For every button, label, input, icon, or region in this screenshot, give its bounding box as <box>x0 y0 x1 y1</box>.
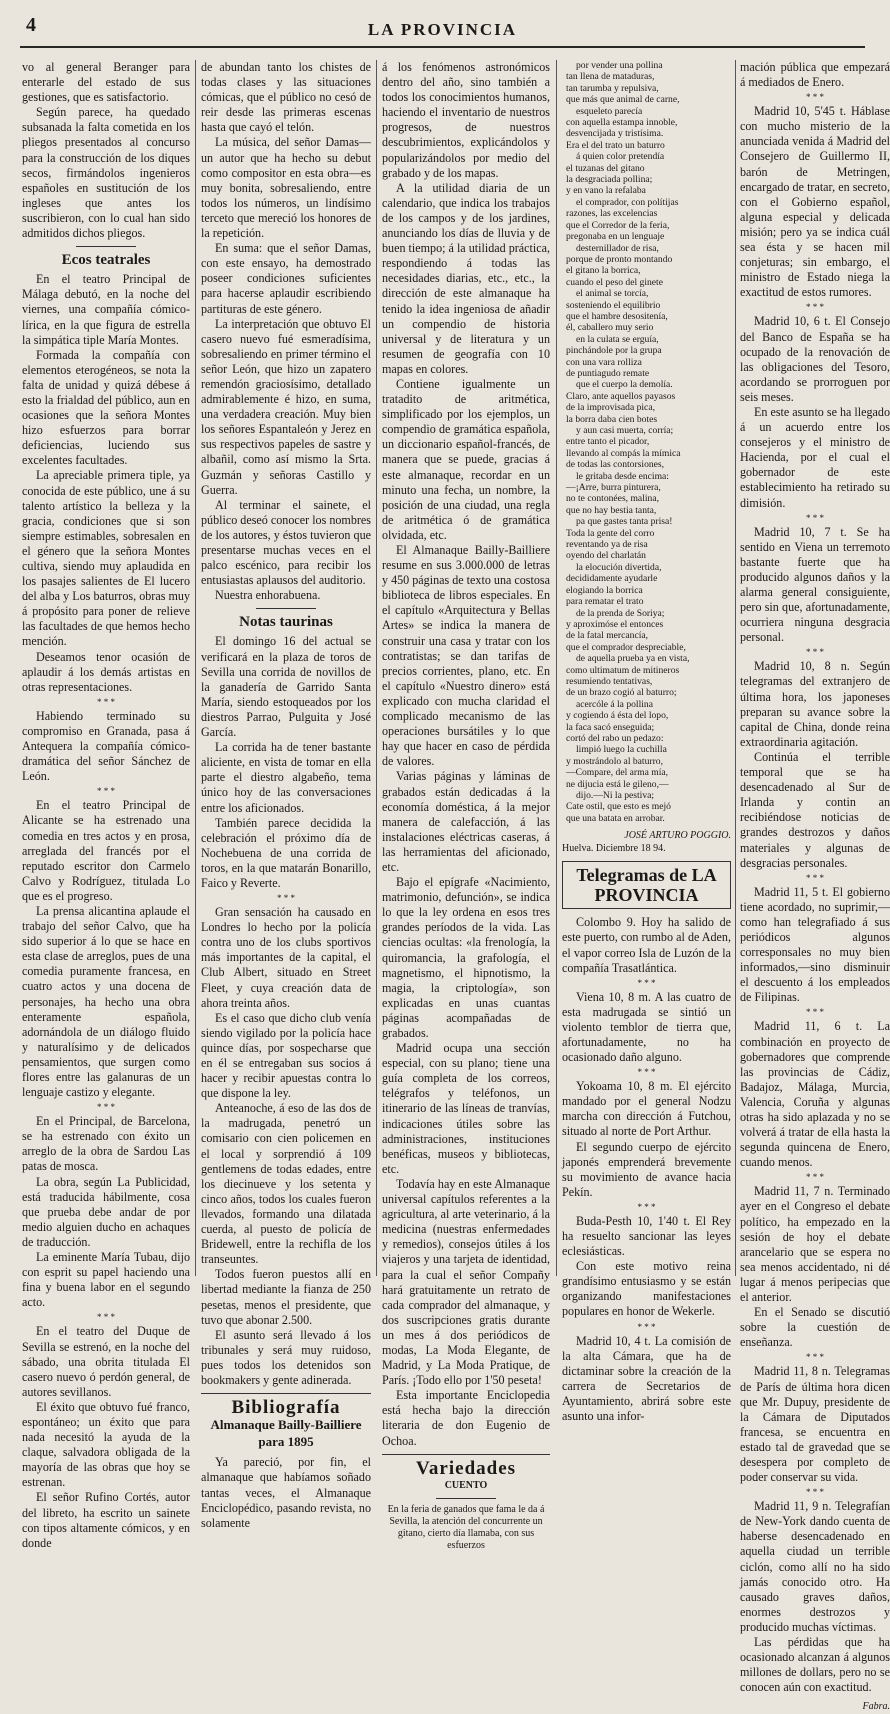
separator-stars: * * * <box>637 1201 656 1212</box>
paragraph: Bajo el epígrafe «Nacimiento, matrimonio, defunción», se indica lo que la ley ordena en esos tres grandes períodos de la vida. Las ciencias ocultas: «la frenología, la quiromancia, la grafología, el magnetismo, el hipnotismo, la magia, la criptología», son explicadas en unas cuantas páginas acompañadas de grabados. <box>382 875 550 1040</box>
telegram: Madrid 11, 5 t. El gobierno tiene acordado, no suprimir,—como han telegrafiado á sus periódicos algunos corresponsales no muy bien informados,—sino disminuir el descuento á los empleados de Filipinas. <box>740 884 890 1005</box>
poem-line: que no hay bestia tanta, <box>566 504 657 516</box>
paragraph: El domingo 16 del actual se verificará en la plaza de toros de Sevilla una corrida de novillos de la ganadería de Garrido Santa María, siendo estoqueados por los diestros Parrao, Pulguita y José García. <box>201 634 371 740</box>
telegram: Madrid 10, 5'45 t. Háblase con mucho misterio de la anunciada venida á Madrid del Consejero de Guillermo II, barón de Metringen, encargado de tratar, en secreto, con el Gobierno español, alguna especial y delicada misión; pero ya se indica cuál sea ésta y se hacen mil conjeturas; sin embargo, el ministro de Estado niega la exactitud de estos rumores. <box>740 104 890 300</box>
paragraph: mación pública que empezará á mediados de Enero. <box>740 60 890 90</box>
newspaper-title: LA PROVINCIA <box>367 20 518 39</box>
poem-line: como ultimatum de mitineros <box>566 664 680 676</box>
poem-signature: JOSÉ ARTURO POGGIO. <box>624 830 731 842</box>
poem-line: Era el del trato un baturro <box>566 139 665 151</box>
poem-line: la faca sacó enseguida; <box>566 721 655 733</box>
poem-line: y mostrándolo al baturro, <box>566 755 663 767</box>
poem-line: dijo.—Ni la pestiva; <box>576 790 655 801</box>
columns <box>22 60 890 1713</box>
separator-stars: * * * <box>637 1321 656 1332</box>
paragraph: Anteanoche, á eso de las dos de la madrugada, penetró un comisario con cien policemen en el local y sorprendió á 109 gentlemens de todas edades, entre los diecinueve y los setenta y cinco años, todos los cuales fueron llevados, formando una dilatada cuerda, al puesto de policía de Bridewell, entre la rechifla de los transeuntes. <box>201 1101 371 1267</box>
separator-stars: * * * <box>97 1102 115 1113</box>
paragraph: Según parece, ha quedado subsanada la falta cometida en los pliegos presentados al concurso para la construcción de los diques secos, firmándolos ingenieros españoles en sustitución de los ingleses que antes los suscribieron, con lo cual han sido admitidos dichos pliegos. <box>22 105 190 241</box>
paragraph: También parece decidida la celebración el próximo día de Nochebuena de una corrida de toros, en la que matarán Bonarillo, Faico y Reverte. <box>201 815 371 890</box>
paragraph: Ya pareció, por fin, el almanaque que habíamos soñado tantas veces, el Almanaque Enciclopédico, pasando revista, no solamente <box>201 1455 371 1530</box>
poem-line: porque de pronto montando <box>566 253 673 265</box>
poem-line: resumiendo tentativas, <box>566 675 653 687</box>
section-heading-bibliografia: Bibliografía <box>231 1397 341 1419</box>
poem-line: con aquella estampa innoble, <box>566 117 678 129</box>
paragraph: Madrid ocupa una sección especial, con su plano; tiene una guía completa de los correos, telégrafos y teléfonos, un itinerario de las líneas de tranvías, indicaciones útiles sobre las administraciones, instituciones benéficas, museos y bibliotecas, etc. <box>382 1041 550 1176</box>
telegram: Buda-Pesth 10, 1'40 t. El Rey ha resuelto sancionar las leyes eclesiásticas. <box>562 1213 731 1259</box>
poem-line: y cogiendo á ésta del lopo, <box>566 710 669 722</box>
poem-line: limpió luego la cuchilla <box>576 744 667 756</box>
paragraph: Todos fueron puestos allí en libertad mediante la fianza de 250 pesetas, menos el presidente, que tuvo que abonar 2.500. <box>201 1267 371 1327</box>
poem-line: cuando el peso del ginete <box>566 276 663 288</box>
telegram: Madrid 11, 6 t. La combinación en proyecto de gobernadores que comprende las provincias de Cádiz, Badajoz, Málaga, Murcia, Valencia, Coruña y algunas otras ha sido aplazada y no se volverá á tratar de ella hasta la segunda quincena de Enero, cuando menos. <box>740 1019 890 1170</box>
poem-line: oyendo del charlatán <box>566 550 646 562</box>
poem-line: el tuzanas del gitano <box>566 162 645 174</box>
poem-line: de la prenda de Soriya; <box>576 607 665 619</box>
subheading-cuento: CUENTO <box>444 1479 488 1491</box>
paragraph: A la utilidad diaria de un calendario, que indica los trabajos de los campos y de los jardines, anunciando los días de lluvia y de buen tiempo; á la utilidad práctica, respondiendo á todas las necesidades diarias, etc., etc., la dirección de este almanaque ha tenido la idea ingeniosa de añadir un compendio de historia universal y de literatura y un resumen de geografía con 10 mapas en colores. <box>382 180 550 376</box>
poem-intro: En la feria de ganados que fama le da á Sevilla, la atención del concurrente un gitano, cierto día llamaba, con sus esfuerzos <box>387 1503 545 1551</box>
poem-line: de aquella prueba ya en vista, <box>576 653 690 665</box>
subheading: Almanaque Bailly-Bailliere <box>210 1417 362 1433</box>
paragraph: á los fenómenos astronómicos dentro del año, sino también a todos los conocimientos humanos, haciendo el inventario de nuestros progresos, de nuestros descubrimientos, explicándolos y popularizándolos por medio del grabado y de los mapas. <box>382 60 550 180</box>
telegram: En el Senado se discutió sobre la cuestión de enseñanza. <box>740 1305 890 1350</box>
poem-line: desternillador de risa, <box>576 242 659 254</box>
column-1 <box>22 60 190 1550</box>
telegram: Madrid 10, 6 t. El Consejo del Banco de España se ha ocupado de la renovación de las obligaciones del Tesoro, acordando se prorroguen por seis meses. <box>740 314 890 404</box>
separator-stars: * * * <box>806 92 824 103</box>
column-2 <box>201 60 371 1530</box>
separator-stars: * * * <box>637 977 656 988</box>
separator-stars: * * * <box>97 786 115 797</box>
column-3 <box>382 60 550 1551</box>
poem-line: Cate ostil, que esto es mejó <box>566 801 671 813</box>
divider <box>436 1498 496 1499</box>
poem-line: que el cuerpo la demolía. <box>576 379 673 391</box>
column-5 <box>740 60 890 1713</box>
paragraph: El asunto será llevado á los tribunales y será muy ruidoso, pues todos los detenidos son bookmakers y gente adinerada. <box>201 1327 371 1387</box>
page-number: 4 <box>26 14 36 36</box>
poem-line: llevando al compás la mímica <box>566 447 681 459</box>
divider <box>201 1393 371 1394</box>
poem-line: el animal se torcía, <box>576 288 649 300</box>
telegram: Madrid 11, 9 n. Telegrafían de New-York dando cuenta de haberse desencadenado en aquella ciudad un terrible ciclón, como allí no ha sido jamás conocido otro. Ha causado graves daños, enormes destrozos y producido muchas víctimas. <box>740 1499 890 1634</box>
paragraph: En el teatro Principal de Alicante se ha estrenado una comedia en tres actos y en prosa, arreglada del francés por el reputado escritor don Carmelo Calvo y Rodríguez, titulada Lo que es el progreso. <box>22 798 190 903</box>
separator-stars: * * * <box>806 1007 824 1018</box>
paragraph: Esta importante Enciclopedia está hecha bajo la dirección literaria de don Eugenio de Ochoa. <box>382 1388 550 1448</box>
paragraph: El señor Rufino Cortés, autor del libreto, ha escrito un sainete con tipos altamente cómicos, y en donde <box>22 1490 190 1550</box>
paragraph: La interpretación que obtuvo El casero nuevo fué esmeradísima, sobresaliendo en primer término el señor León, que hizo un zapatero remendón graciosísimo, detallado admirablemente é hizo, en suma, una verdadera creación. Muy bien los señores Espantaleón y Jerez en sus respectivos papeles de sastre y albañil, como así mismo la Srta. Guzmán y señoras Castillo y Guerra. <box>201 316 371 497</box>
paragraph: En el teatro del Duque de Sevilla se estrenó, en la noche del sábado, una obrita titulada El casero nuevo ó perdón general, de autores sevillanos. <box>22 1324 190 1399</box>
paragraph: En el teatro Principal de Málaga debutó, en la noche del viernes, una compañía cómico-lírica, en la que figura de estrella la simpática tiple María Montes. <box>22 272 190 347</box>
paragraph: En el Principal, de Barcelona, se ha estrenado con éxito un arreglo de la obra de Sardou Las patas de mosca. <box>22 1114 190 1174</box>
telegram: Madrid 11, 7 n. Terminado ayer en el Congreso el debate político, ha empezado en la sesión de hoy el debate arancelario que se espera no sea menos accidentado, ni dé lugar á menos peripecias que el anterior. <box>740 1184 890 1305</box>
column-rule <box>735 60 736 1276</box>
poem-line: y en vano la refalaba <box>566 185 646 197</box>
poem-line: no te contonées, malina, <box>566 493 659 505</box>
telegram: El segundo cuerpo de ejército japonés emprenderá brevemente su movimiento de avance hacia Pekín. <box>562 1139 731 1199</box>
paragraph: Varias páginas y láminas de grabados están dedicadas á la economía doméstica, á la mejor manera de calefacción, á las instalaciones eléctricas caseras, á las herramientas del aficionado, etc. <box>382 769 550 874</box>
column-rule <box>195 60 196 1276</box>
paragraph: Deseamos tenor ocasión de aplaudir á los demás artistas en otras representaciones. <box>22 649 190 694</box>
telegram: Viena 10, 8 m. A las cuatro de esta madrugada se sintió un violento temblor de tierra que, afortunadamente, no ha ocasionado daño alguno. <box>562 989 731 1065</box>
poem-line: y aproximóse el entonces <box>566 618 664 630</box>
poem-line: á quien color pretendía <box>576 151 665 163</box>
poem-line: la borra daba cien botes <box>566 413 658 425</box>
paragraph: El éxito que obtuvo fué franco, espontáneo; un éxito que para nada necesitó la ayuda de la claque, salvadora obligada de la mayoría de las obras que hoy se estrenan. <box>22 1399 190 1490</box>
poem-line: de la fatal mercancía, <box>566 630 649 642</box>
subheading: para 1895 <box>258 1434 314 1450</box>
poem-line: ne dijucia está le gileno,— <box>566 778 669 790</box>
telegram: Las pérdidas que ha ocasionado alcanzan á algunos millones de dollars, pero no se conocen aún con exactitud. <box>740 1635 890 1695</box>
telegram: Con este motivo reina grandísimo entusiasmo y se están organizando manifestaciones populares en honor de Wekerle. <box>562 1259 731 1319</box>
poem-line: el gitano la borrica, <box>566 265 641 277</box>
poem-line: para rematar el trato <box>566 596 644 608</box>
separator-stars: * * * <box>806 302 824 313</box>
poem-line: pa que gastes tanta prisa! <box>576 516 673 528</box>
poem-line: de todas las contorsiones, <box>566 459 665 471</box>
separator-stars: * * * <box>97 1312 115 1323</box>
paragraph: La eminente María Tubau, dijo con esprit su papel haciendo una fina y buena labor en el segundo acto. <box>22 1250 190 1310</box>
section-heading-notas-taurinas: Notas taurinas <box>239 614 333 631</box>
poem-line: pregonaba en un lenguaje <box>566 231 665 243</box>
poem-line: pinchándole por la grupa <box>566 345 662 357</box>
paragraph: Nuestra enhorabuena. <box>215 588 321 603</box>
paragraph: de abundan tanto los chistes de todas clases y las situaciones cómicas, que el público no cesó de reir desde las primeras escenas hasta que cayó el telón. <box>201 60 371 135</box>
poem-line: razones, las excelencias <box>566 208 658 220</box>
separator-stars: * * * <box>806 1172 824 1183</box>
telegram: Yokoama 10, 8 m. El ejército mandado por el general Nodzu marcha con dirección á Futchou, situado al norte de Port Arthur. <box>562 1079 731 1139</box>
paragraph: La obra, según La Publicidad, está traducida hábilmente, cosa que prueba debe andar de por medio alguien ducho en achaques de traducción. <box>22 1174 190 1249</box>
paragraph: La música, del señor Damas—un autor que ha hecho su debut como compositor en esta obra—es muy bonita, sobresaliendo, entre todos los números, un lindísimo terceto que mereció los honores de la repetición. <box>201 135 371 241</box>
paragraph: En suma: que el señor Damas, con este ensayo, ha demostrado poseer condiciones suficientes para hacerse aplaudir escribiendo partituras de este género. <box>201 241 371 316</box>
divider <box>76 246 136 247</box>
paragraph: El Almanaque Bailly-Bailliere resume en sus 3.000.000 de letras y 450 páginas de texto una costosa biblioteca de libros especiales. En el capítulo «Arquitectura y Bellas Artes» se indica la manera de construir una casa y tratar con los contratistas; se dan tarifas de precios corrientes, plano, etc. En el capítulo «Nuestro dinero» está explicado con mucha claridad el complicado mecanismo de las operaciones bursátiles y lo que hay que hacer en caso de pérdida de valores. <box>382 543 550 769</box>
poem <box>562 60 731 824</box>
masthead <box>20 6 865 48</box>
poem-line: por vender una pollina <box>576 60 663 71</box>
poem-line: y aun casi muerta, corría; <box>576 425 674 436</box>
telegram: En este asunto se ha llegado á un acuerdo entre los consejeros y el ministro de Hacienda, por el cual el gobernador de este establecimiento ha retirado su dimisión. <box>740 404 890 510</box>
paragraph: Al terminar el sainete, el público deseó conocer los nombres de los autores, y éstos tuvieron que presentarse muchas veces en el palco escénico, para recibir los entusiastas aplausos del auditorio. <box>201 497 371 588</box>
telegram: Madrid 10, 7 t. Se ha sentido en Viena un terremoto bastante fuerte que ha producido algunos daños y la alarma general consiguiente, pero sin que, afortunadamente, ocurriera ninguna desgracia personal. <box>740 524 890 645</box>
paragraph: La prensa alicantina aplaude el trabajo del señor Calvo, que ha sido superior á lo que se hace en esta clase de arreglos, pues de una comedia puramente francesa, en cuatro actos y una docena de personajes, ha hecho una obra enteramente española, adornándola de un diálogo fluido y naturalísimo y de delicados pensamientos, que surgen como flores entre las galanuras de un lenguaje castizo y elegante. <box>22 903 190 1100</box>
poem-line: la elocución divertida, <box>576 561 662 573</box>
poem-line: el comprador, con polítijas <box>576 196 679 208</box>
poem-line: de un brazo cogió al baturro; <box>566 687 677 699</box>
telegram: Madrid 10, 8 n. Según telegramas del extranjero de última hora, los japoneses preparan su avance sobre la capital de China, donde reina extraordinaria agitación. <box>740 659 890 749</box>
place-date: Huelva. Diciembre 18 94. <box>562 843 666 855</box>
paragraph: Es el caso que dicho club venía siendo vigilado por la policía hace quince días, por sospecharse que en él se entregaban sus socios á hacer y recibir apuestas contra lo que dispone la ley. <box>201 1010 371 1101</box>
column-rule <box>376 60 377 1276</box>
poem-line: Toda la gente del corro <box>566 527 655 539</box>
paragraph: Gran sensación ha causado en Londres lo hecho por la policía contra uno de los clubs sportivos más importantes de la capital, el Club Albert, situado en Street Fleet, y cuya creación data de ahora treinta años. <box>201 905 371 1010</box>
poem-line: tan tarumba y repulsiva, <box>566 82 659 94</box>
poem-line: reventando ya de risa <box>566 539 648 551</box>
telegram-signature: Fabra. <box>862 1701 890 1713</box>
poem-line: tan llena de mataduras, <box>566 71 655 83</box>
telegram: Colombo 9. Hoy ha salido de este puerto, con rumbo al de Aden, el vapor correo Isla de Luzón de la compañía Trasatlántica. <box>562 915 731 975</box>
paragraph: vo al general Beranger para enterarle del estado de sus gestiones, que es satisfactorio. <box>22 60 190 105</box>
telegrams-heading: Telegramas de LA PROVINCIA <box>562 861 731 909</box>
poem-line: que más que animal de carne, <box>566 94 680 106</box>
separator-stars: * * * <box>806 512 824 523</box>
poem-line: él, caballero muy serio <box>566 322 654 334</box>
poem-line: que el comprador despreciable, <box>566 641 686 653</box>
separator-stars: * * * <box>806 1352 824 1363</box>
column-rule <box>556 60 557 1276</box>
poem-line: Claro, ante aquellos payasos <box>566 390 676 402</box>
telegram: Madrid 11, 8 n. Telegramas de París de última hora dicen que Mr. Dupuy, presidente de la Cámara de Diputados francesa, se encuentra en estado tal de gravedad que se desespera por completo de poder conservar su vida. <box>740 1364 890 1485</box>
poem-line: decididamente ayudarle <box>566 573 658 585</box>
poem-line: —Compare, del arma mía, <box>566 767 669 779</box>
paragraph: Contiene igualmente un tratadito de aritmética, simplificado por los ejemplos, un compendio de gramática española, un diccionario español-francés, de manera que se puede, gracias á este almanaque, recordar en un minuto una fecha, un nombre, la posición de una ciudad, una regla de aritmética ó de gramática olvidada, etc. <box>382 376 550 542</box>
paragraph: Habiendo terminado su compromiso en Granada, pasa á Antequera la compañía cómico-dramática del señor Sánchez de León. <box>22 708 190 784</box>
poem-line: que el Corredor de la feria, <box>566 219 670 231</box>
poem-line: acercóle á la pollina <box>576 698 653 710</box>
paragraph: La apreciable primera tiple, ya conocida de este público, une á su talento artístico la belleza y la gracia, condiciones que si son siempre estimables, sobresalen en el género que la señora Montes cultiva, siendo muy aplaudida en los pasajes salientes de El lucero del alba y Los baturros, obras muy á propósito para poner de relieve las facultades de que hemos hecho mención. <box>22 468 190 649</box>
poem-line: que el hambre desositenía, <box>566 310 668 322</box>
separator-stars: * * * <box>806 647 824 658</box>
separator-stars: * * * <box>637 1067 656 1078</box>
poem-line: que una batata en arrobar. <box>566 812 665 824</box>
poem-line: con una vara rolliza <box>566 356 642 368</box>
telegram: Continúa el terrible temporal que se ha desencadenado al Sur de Irlanda y contin an recibiéndose noticias de grandes destrozos y daños materiales y algunas de desgracias personales. <box>740 749 890 870</box>
paragraph: Todavía hay en este Almanaque universal capítulos referentes a la agricultura, al arte veterinario, á la medicina (nuestras enfermedades y remedios), consejos útiles á los viajeros y una tarjeta de identidad, para la cual el señor Compañy hará gratuitamente un retrato de cada comprador del almanaque, y dos suscripciones gratis durante un mes á dos periódicos de modas, La Moda Elegante, de Madrid, y La Moda Pratique, de París. ¡Todo ello por 1'50 peseta! <box>382 1176 550 1388</box>
poem-line: esqueleto parecía <box>576 105 643 117</box>
separator-stars: * * * <box>97 696 115 707</box>
poem-line: —¡Arre, burra pinturera, <box>566 482 661 494</box>
poem-line: entre tanto el picador, <box>566 436 650 448</box>
telegram: Madrid 10, 4 t. La comisión de la alta Cámara, que ha de dictaminar sobre la creación de la carrera de Secretarios de Ayuntamiento, abrirá sobre este asunto una infor- <box>562 1333 731 1424</box>
paragraph: La corrida ha de tener bastante aliciente, en vista de tomar en ella parte el diestro algabeño, tema único hoy de las conversaciones entre los aficionados. <box>201 740 371 815</box>
poem-line: elogiando la borrica <box>566 584 643 596</box>
divider <box>382 1454 550 1455</box>
poem-line: en la culata se erguía, <box>576 333 659 345</box>
separator-stars: * * * <box>277 893 295 904</box>
section-heading-ecos-teatrales: Ecos teatrales <box>61 252 151 269</box>
section-heading-variedades: Variedades <box>415 1457 517 1479</box>
separator-stars: * * * <box>806 872 824 883</box>
column-4 <box>562 60 731 1424</box>
paragraph: Formada la compañía con elementos eterogéneos, se nota la falta de unidad y quizá débese á esto la frialdad del público, aun en ocasiones que la señora Montes hizo esfuerzos para borrar deficiencias, luciendo sus excelentes facultades. <box>22 347 190 468</box>
poem-line: le gritaba desde encima: <box>576 470 669 482</box>
poem-line: de puntiagudo remate <box>566 367 650 379</box>
poem-line: desvencijada y tristísima. <box>566 128 664 140</box>
separator-stars: * * * <box>806 1487 824 1498</box>
poem-line: sosteniendo el equilibrio <box>566 299 661 311</box>
poem-line: cortó del rabo un pedazo: <box>566 732 664 744</box>
poem-line: de la improvisada pica, <box>566 402 655 414</box>
poem-line: la desgraciada pollina; <box>566 174 653 186</box>
divider <box>256 608 316 609</box>
